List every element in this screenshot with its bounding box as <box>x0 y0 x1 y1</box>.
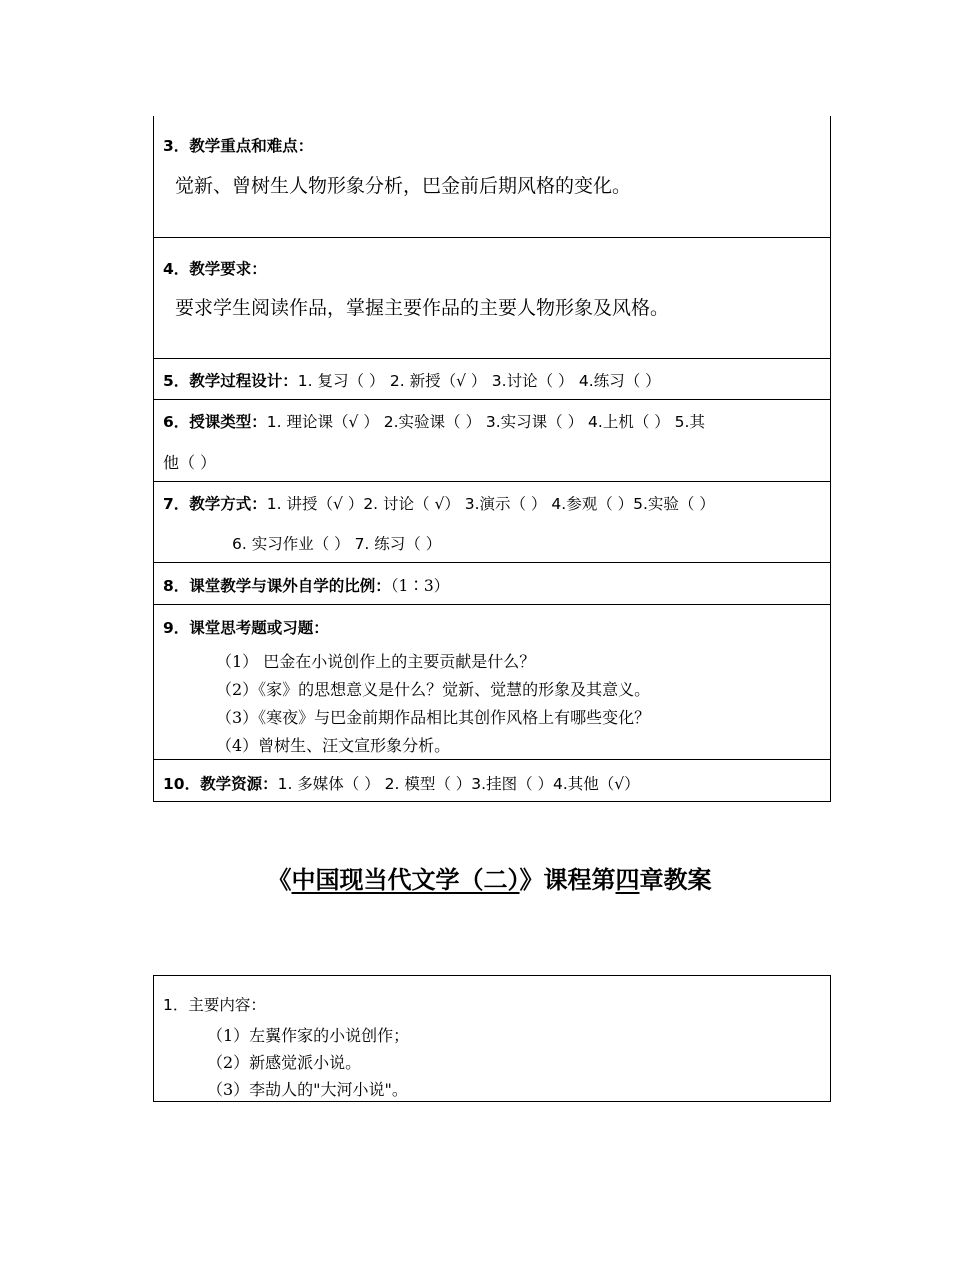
main-content-table <box>153 975 831 1102</box>
row-requirements <box>154 237 830 358</box>
exercises-heading: 9．课堂思考题或习题： <box>163 619 329 637</box>
exercise-item-4: （4）曾树生、汪文宣形象分析。 <box>216 736 451 755</box>
teaching-method-line2: 6. 实习作业（ ） 7. 练习（ ） <box>232 535 442 553</box>
resources-value: 1. 多媒体（ ） 2. 模型（ ）3.挂图（ ）4.其他（√） <box>277 775 640 793</box>
process-design-heading: 5．教学过程设计： <box>163 372 298 390</box>
key-points-heading: 3．教学重点和难点： <box>163 137 314 155</box>
process-option-new: 2. 新授（√ ） <box>389 372 487 390</box>
main-content-heading: 1．主要内容： <box>163 996 266 1014</box>
course-type-line2: 他（ ） <box>163 453 217 472</box>
row-key-points <box>154 116 830 237</box>
main-content-item-2: （2）新感觉派小说。 <box>207 1053 362 1072</box>
row-course-type <box>154 399 830 481</box>
course-type-heading: 6．授课类型： <box>163 413 267 431</box>
row-process-design <box>154 358 830 399</box>
exercise-item-1: （1） 巴金在小说创作上的主要贡献是什么？ <box>216 652 536 671</box>
requirements-heading: 4．教学要求： <box>163 260 267 278</box>
row-resources <box>154 759 830 801</box>
process-option-review: 1. 复习（ ） <box>297 372 385 390</box>
title-mid: 》课程第 <box>519 866 616 894</box>
key-points-content: 觉新、曾树生人物形象分析，巴金前后期风格的变化。 <box>175 175 632 197</box>
title-end: 章教案 <box>639 866 712 894</box>
process-design-line <box>163 369 661 391</box>
requirements-content: 要求学生阅读作品，掌握主要作品的主要人物形象及风格。 <box>175 297 670 319</box>
teaching-method-heading: 7．教学方式： <box>163 495 267 513</box>
ratio-line <box>163 574 449 596</box>
process-option-discuss: 3.讨论（ ） <box>491 372 574 390</box>
title-open: 《 <box>267 866 292 894</box>
resources-line <box>163 772 640 794</box>
main-content-item-1: （1）左翼作家的小说创作； <box>207 1026 410 1045</box>
ratio-value: （1∶3） <box>390 577 450 595</box>
teaching-method-options: 1. 讲授（√ ）2. 讨论（ √） 3.演示（ ） 4.参观（ ）5.实验（ ） <box>266 495 715 513</box>
course-type-line1 <box>163 410 705 432</box>
lesson-plan-table <box>153 116 831 802</box>
chapter-title <box>0 860 979 895</box>
title-chapter: 四 <box>615 866 640 894</box>
title-course: 中国现当代文学（二） <box>291 866 520 894</box>
row-teaching-method <box>154 481 830 562</box>
ratio-heading: 8．课堂教学与课外自学的比例： <box>163 577 391 595</box>
row-exercises <box>154 604 830 759</box>
course-type-options: 1. 理论课（√ ） 2.实验课（ ） 3.实习课（ ） 4.上机（ ） 5.其 <box>266 413 705 431</box>
teaching-method-line1 <box>163 492 715 514</box>
exercise-item-2: （2）《家》的思想意义是什么？觉新、觉慧的形象及其意义。 <box>216 680 651 699</box>
main-content-item-3: （3）李劼人的"大河小说"。 <box>207 1080 408 1099</box>
exercise-item-3: （3）《寒夜》与巴金前期作品相比其创作风格上有哪些变化？ <box>216 708 651 727</box>
resources-heading: 10．教学资源： <box>163 775 278 793</box>
process-option-practice: 4.练习（ ） <box>578 372 661 390</box>
row-ratio <box>154 562 830 604</box>
